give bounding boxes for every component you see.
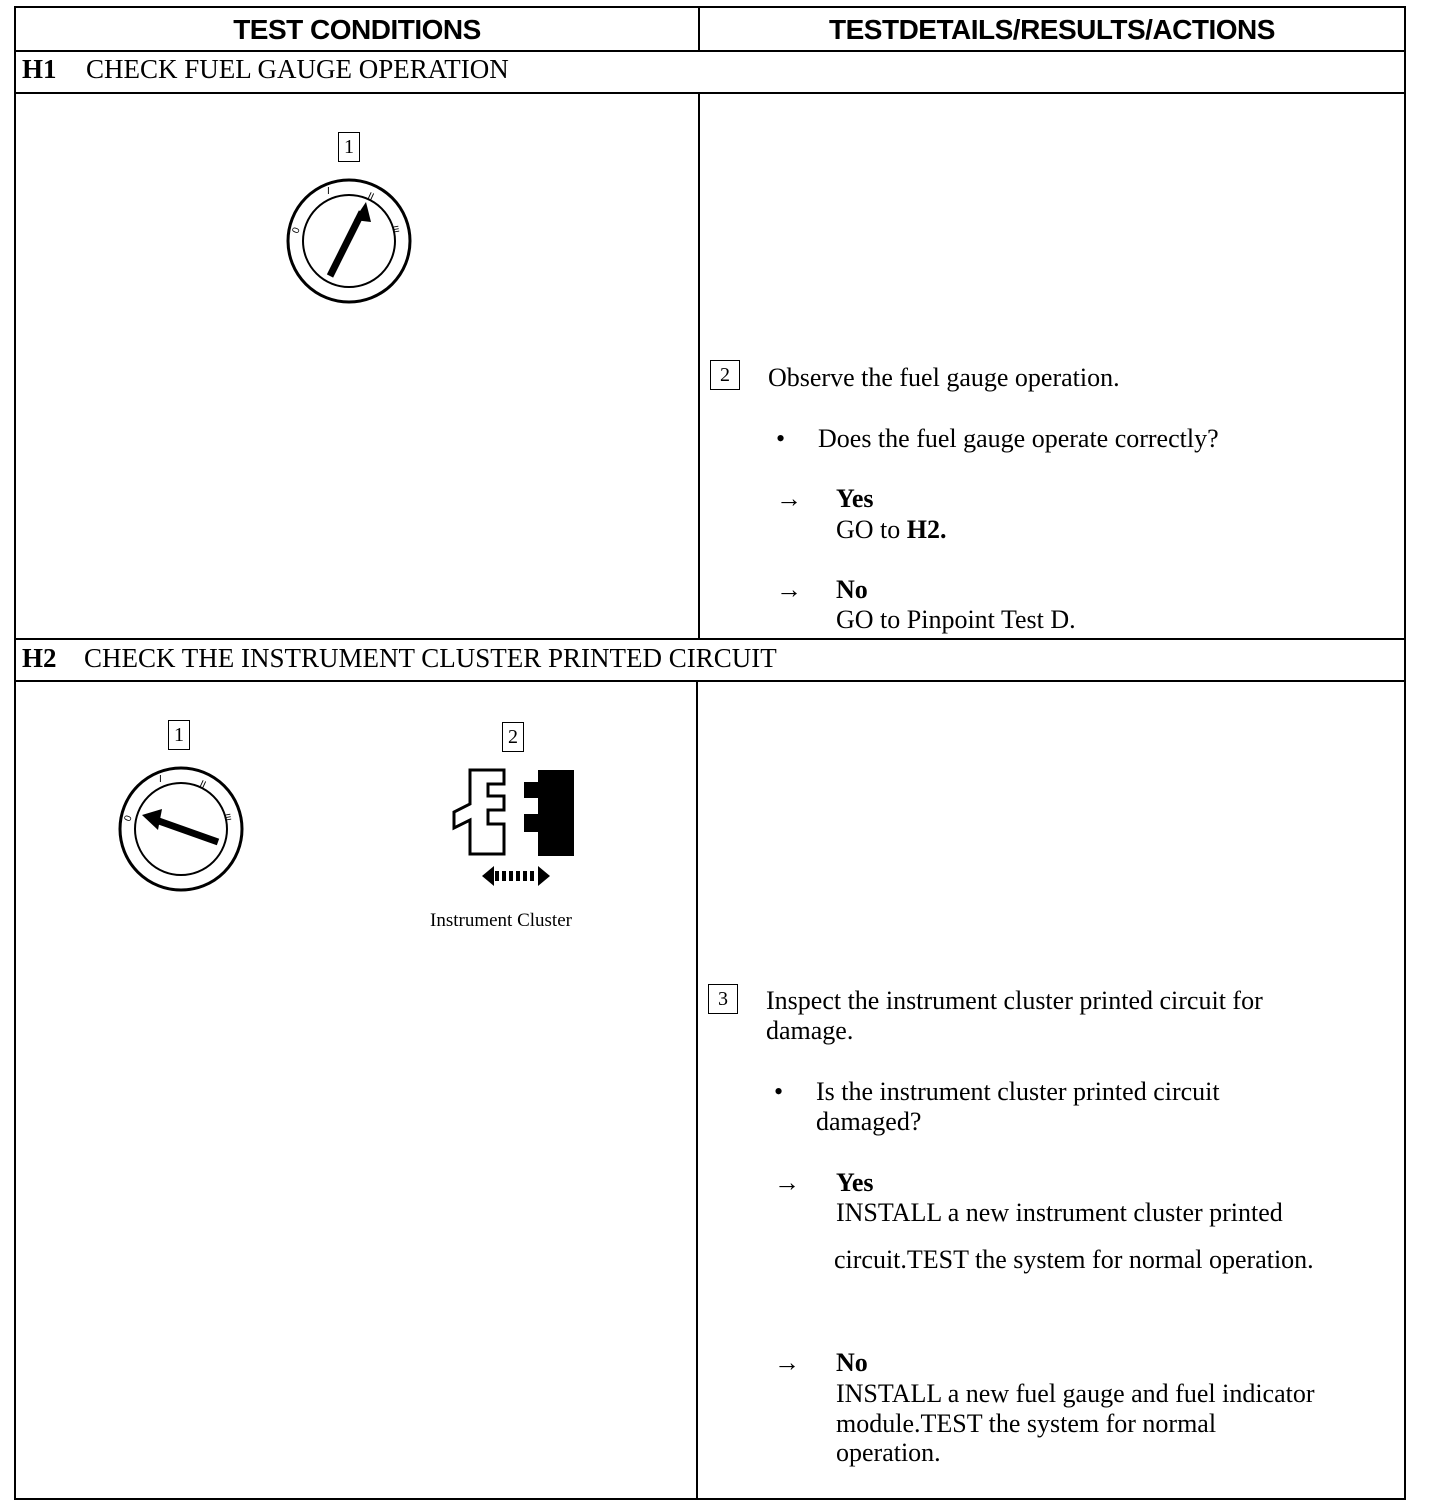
h2-no-line3: operation.: [836, 1438, 941, 1467]
h1-code: H1: [22, 54, 57, 84]
h2-yes-arrow: →: [774, 1168, 800, 1197]
ignition-switch-off-icon: [116, 764, 246, 894]
h2-code: H2: [22, 643, 57, 673]
h1-title: CHECK FUEL GAUGE OPERATION: [86, 54, 509, 84]
h1-yes-arrow: →: [776, 484, 802, 513]
h2-title-rule: [16, 680, 1404, 682]
h1-column-divider: [698, 92, 700, 640]
h1-instruction: Observe the fuel gauge operation.: [768, 363, 1120, 392]
h2-step-3-box: 3: [708, 984, 738, 1014]
ignition-label-0: 0: [122, 814, 135, 824]
ignition-label-0: 0: [290, 226, 303, 236]
diagnostic-table: [14, 6, 1406, 1500]
h2-no-line1: INSTALL a new fuel gauge and fuel indicator: [836, 1379, 1315, 1408]
h2-question-line1: Is the instrument cluster printed circuit: [816, 1077, 1220, 1106]
h2-step-2-box: 2: [502, 722, 524, 752]
h2-column-divider: [696, 680, 698, 1498]
h1-step-2-box: 2: [710, 360, 740, 390]
h2-bullet: •: [774, 1077, 784, 1106]
h1-no-label: No: [836, 575, 868, 604]
h2-instruction-line2: damage.: [766, 1016, 854, 1045]
h1-title-rule: [16, 92, 1404, 94]
h1-yes-action-target: H2.: [906, 515, 947, 544]
h1-no-arrow: →: [776, 575, 802, 604]
ignition-label-1: I: [159, 774, 162, 785]
h1-question: Does the fuel gauge operate correctly?: [818, 424, 1219, 453]
h2-instruction-line1: Inspect the instrument cluster printed circuit for: [766, 986, 1263, 1015]
h2-no-line2: module.TEST the system for normal: [836, 1409, 1217, 1438]
h1-yes-action: [836, 515, 947, 545]
h2-no-label: No: [836, 1348, 868, 1377]
ignition-switch-on-icon: [284, 176, 414, 306]
h1-step-1-box: 1: [338, 132, 360, 162]
h1-bullet: •: [776, 424, 786, 453]
h2-yes-line2: circuit.TEST the system for normal operation.: [834, 1245, 1314, 1274]
header-test-conditions: TEST CONDITIONS: [233, 14, 481, 45]
h2-step-1-box: 1: [168, 720, 190, 750]
h1-yes-label: Yes: [836, 484, 874, 513]
h2-question-line2: damaged?: [816, 1107, 922, 1136]
instrument-cluster-caption: Instrument Cluster: [430, 910, 572, 931]
header-test-details: TESTDETAILS/RESULTS/ACTIONS: [829, 14, 1275, 45]
h2-yes-label: Yes: [836, 1168, 874, 1197]
h2-section-title: [22, 643, 777, 674]
h1-yes-action-prefix: GO to: [836, 515, 907, 544]
h1-section-title: [22, 54, 509, 85]
h1-no-action: GO to Pinpoint Test D.: [836, 605, 1076, 634]
ignition-label-2: II: [365, 190, 376, 204]
ignition-label-3: III: [222, 812, 234, 822]
ignition-label-3: III: [390, 224, 402, 234]
h2-no-arrow: →: [774, 1348, 800, 1377]
h1-bottom-rule: [16, 638, 1404, 640]
ignition-label-2: II: [197, 778, 208, 792]
h2-title: CHECK THE INSTRUMENT CLUSTER PRINTED CIRCUIT: [84, 643, 777, 673]
ignition-label-1: I: [327, 186, 330, 197]
connector-disconnect-icon: [448, 768, 580, 894]
h2-yes-line1: INSTALL a new instrument cluster printed: [836, 1198, 1283, 1227]
